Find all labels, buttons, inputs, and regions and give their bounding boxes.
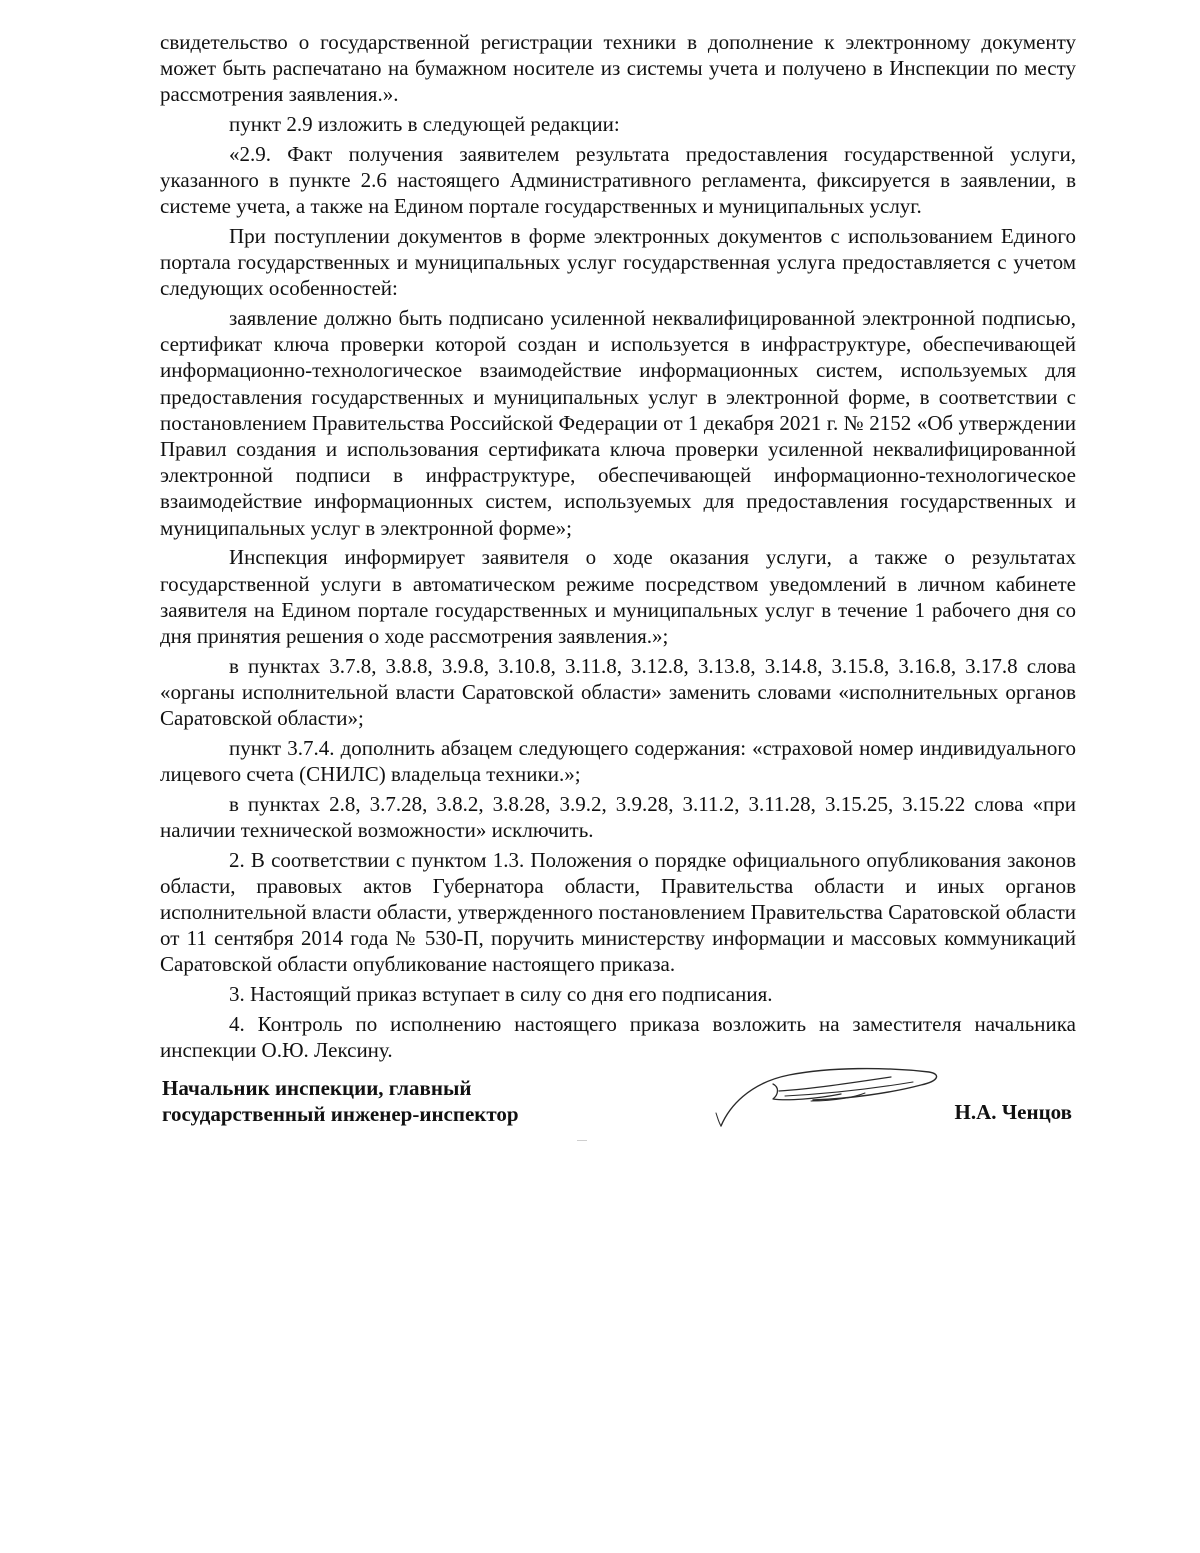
paragraph-replace-words: в пунктах 3.7.8, 3.8.8, 3.9.8, 3.10.8, 3.11.8, 3.12.8, 3.13.8, 3.14.8, 3.15.8, 3.16.8, 3.17.8 слова «органы исполнительной власти Саратовской области» заменить словами «исполнительных органов Саратовской области»; <box>160 653 1076 731</box>
paragraph-certificate-continuation: свидетельство о государственной регистрации техники в дополнение к электронному документу может быть распечатано на бумажном носителе из системы учета и получено в Инспекции по месту рассмотрения заявления.». <box>160 30 1076 107</box>
signatory-name: Н.А. Ченцов <box>954 1100 1072 1124</box>
handwritten-signature <box>715 1059 945 1129</box>
paragraph-inspection-informs: Инспекция информирует заявителя о ходе оказания услуги, а также о результатах государственной услуги в автоматическом режиме посредством уведомлений в личном кабинете заявителя на Едином портале государственных и муниципальных услуг в течение 1 рабочего дня со дня принятия решения о ходе рассмотрения заявления.»; <box>160 545 1076 648</box>
signatory-position-line-2: государственный инженер-инспектор <box>162 1102 519 1126</box>
signatory-position-line-1: Начальник инспекции, главный <box>162 1076 472 1100</box>
paragraph-item-3-7-4: пункт 3.7.4. дополнить абзацем следующего содержания: «страховой номер индивидуального лицевого счета (СНИЛС) владельца техники.»; <box>160 735 1076 786</box>
paragraph-electronic-signature: заявление должно быть подписано усиленной неквалифицированной электронной подписью, сертификат ключа проверки которой создан и используется в инфраструктуре, обеспечивающей информационно-технологическое взаимодействие информационных систем, используемых для предоставления государственных и муниципальных услуг в электронной форме, в соответствии с постановлением Правительства Российской Федерации от 1 декабря 2021 г. № 2152 «Об утверждении Правил создания и использования сертификата ключа проверки усиленной неквалифицированной электронной подписи в инфраструктуре, обеспечивающей информационно-технологическое взаимодействие информационных систем, используемых для предоставления государственных и муниципальных услуг в электронной форме»; <box>160 306 1076 540</box>
paragraph-section-4: 4. Контроль по исполнению настоящего приказа возложить на заместителя начальника инспекции О.Ю. Лексину. <box>160 1011 1076 1063</box>
paragraph-section-2: 2. В соответствии с пунктом 1.3. Положения о порядке официального опубликования законов области, правовых актов Губернатора области, Правительства области и иных органов исполнительной власти области, утвержденного постановлением Правительства Саратовской области от 11 сентября 2014 года № 530-П, поручить министерству информации и массовых коммуникаций Саратовской области опубликование настоящего приказа. <box>160 847 1076 977</box>
document-body <box>160 29 1076 1067</box>
paragraph-electronic-documents: При поступлении документов в форме электронных документов с использованием Единого портала государственных и муниципальных услуг государственная услуга предоставляется с учетом следующих особенностей: <box>160 223 1076 301</box>
paragraph-exclude-words: в пунктах 2.8, 3.7.28, 3.8.2, 3.8.28, 3.9.2, 3.9.28, 3.11.2, 3.11.28, 3.15.25, 3.15.22 слова «при наличии технической возможности» исключить. <box>160 791 1076 842</box>
paragraph-item-2-9-text: «2.9. Факт получения заявителем результата предоставления государственной услуги, указанного в пункте 2.6 настоящего Административного регламента, фиксируется в заявлении, в системе учета, а также на Едином портале государственных и муниципальных услуг. <box>160 141 1076 219</box>
paragraph-section-3: 3. Настоящий приказ вступает в силу со дня его подписания. <box>229 982 773 1007</box>
paragraph-item-2-9-intro: пункт 2.9 изложить в следующей редакции: <box>229 112 620 137</box>
scan-artifact <box>577 1140 587 1141</box>
signature-block <box>160 1075 1076 1135</box>
signatory-position <box>162 1075 519 1127</box>
